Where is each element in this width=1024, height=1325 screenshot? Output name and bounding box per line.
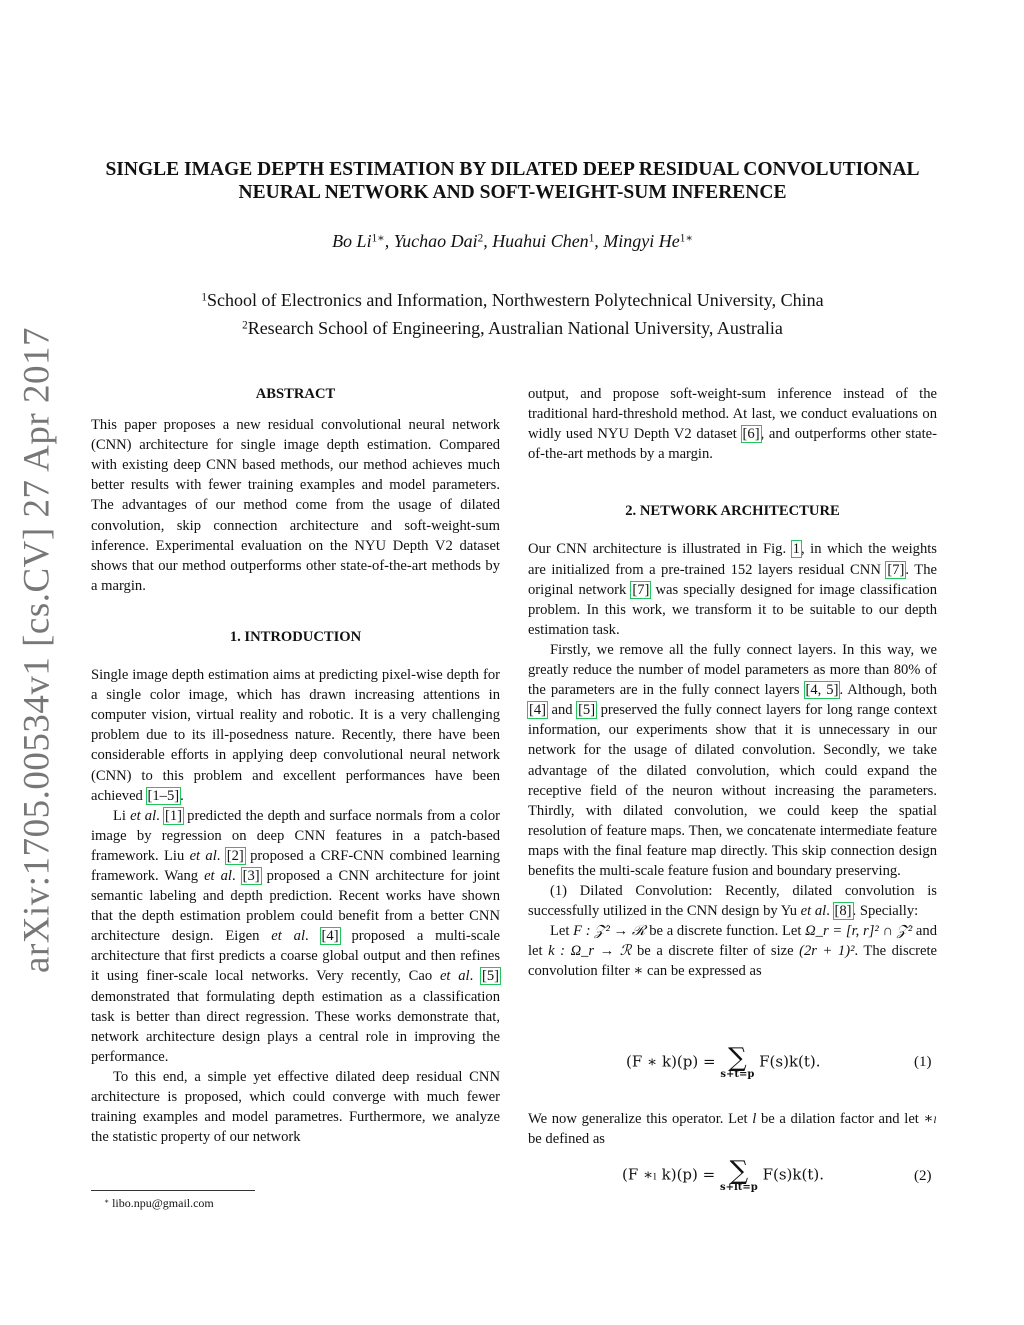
text-run: . The discrete convolution filter <box>528 943 938 980</box>
equation-1-number: (1) <box>914 1054 932 1070</box>
citation-link[interactable]: [4, 5] <box>805 682 839 699</box>
text-run: and <box>547 702 578 719</box>
citation-link[interactable]: [1] <box>164 807 183 824</box>
citation-link[interactable]: [7] <box>887 561 905 578</box>
author-sep: , <box>483 231 493 251</box>
equation-2-number: (2) <box>914 1168 932 1184</box>
intro-heading: 1. INTRODUCTION <box>229 628 362 645</box>
text-run: be defined as <box>528 1131 605 1148</box>
affiliation-2 <box>80 314 945 342</box>
et-al: et al <box>800 903 827 920</box>
affiliation-text: School of Electronics and Information, Northwestern Polytechnical University, China <box>206 290 824 310</box>
author-name: Huahui Chen <box>492 231 589 251</box>
text-run: proposed a CRF-CNN combined learning framework. Wang <box>91 847 500 884</box>
citation-link[interactable]: [1–5] <box>147 787 180 804</box>
text-run: preserved the fully connect layers for long range context information, our experiments show that it is unnecessary in our network for the usage of dilated convolution. Secondly, we take advantage of the dilated convolution, which could expand the receptive field of the neuron without increasing the parameters. Thirdly, with dilated convolution, we could keep the spatial resolution of feature maps. Then, we concatenate intermediate feature maps with the final feature map directly. This skip connection design benefits the multi-scale feature fusion and boundary preserving. <box>528 702 938 879</box>
math-inline: Ω_r = [r, r]² ∩ <box>805 923 894 940</box>
citation-link[interactable]: [4] <box>321 928 339 945</box>
section-2-heading: 2. NETWORK ARCHITECTURE <box>625 503 840 520</box>
author-sup: 1∗ <box>371 232 385 245</box>
summation <box>720 1158 758 1193</box>
title-line-2: NEURAL NETWORK AND SOFT-WEIGHT-SUM INFERENCE <box>238 182 787 203</box>
affiliation-sup: 1 <box>201 291 207 304</box>
title-line-1: SINGLE IMAGE DEPTH ESTIMATION BY DILATED DEEP RESIDUAL CONVOLUTIONAL <box>105 159 920 180</box>
text-run: , and outperforms other state-of-the-art methods by a margin. <box>528 426 937 463</box>
text-run: be a discrete function. Let <box>645 923 806 940</box>
equation-1 <box>626 1045 821 1080</box>
text-run: be a dilation factor and let <box>756 1111 924 1127</box>
author-name: Mingyi He <box>603 231 680 251</box>
text-run: and let <box>528 923 938 960</box>
sigma-icon: ∑ <box>728 1043 747 1073</box>
arxiv-stamp <box>12 327 62 973</box>
text-run: . <box>305 928 321 945</box>
citation-link[interactable]: [7] <box>632 581 650 598</box>
citation-link[interactable]: [5] <box>578 702 596 719</box>
citation-link[interactable]: [5] <box>481 968 499 985</box>
math-inline: l <box>752 1111 757 1127</box>
equation-lhs: (F ∗ k)(p) = <box>626 1052 716 1071</box>
citation-link[interactable]: [6] <box>742 426 760 443</box>
text-run: , in which the weights are initialized from a pre-trained 152 layers residual CNN <box>528 541 937 578</box>
abstract-heading: ABSTRACT <box>255 386 336 402</box>
author-sep: , <box>594 231 604 251</box>
text-run: Firstly, we remove all the fully connect layers. In this way, we greatly reduce the number of model parameters as more than 80% of the parameters are in the fully connect layers <box>528 641 937 699</box>
section-2-paragraph-5 <box>528 1109 937 1149</box>
equation-rhs: F(s)k(t). <box>759 1052 821 1071</box>
sigma-icon: ∑ <box>729 1156 749 1186</box>
left-column <box>91 384 500 1147</box>
text-run: . <box>156 807 164 824</box>
intro-paragraph-1 <box>91 665 500 806</box>
citation-link[interactable]: [8] <box>834 903 852 920</box>
text-run: . <box>216 847 226 864</box>
text-run: Let <box>550 923 574 940</box>
author-sep: , <box>384 231 394 251</box>
summation <box>720 1045 754 1080</box>
paper-title <box>80 158 945 204</box>
abstract-text: This paper proposes a new residual convolutional neural network (CNN) architecture for single image depth estimation. Compared with existing deep CNN based methods, our method achieves much better results with fewer training examples and model parameters. The advantages of our method come from the usage of dilated convolution, skip connection architecture and soft-weight-sum inference. Experimental evaluation on the NYU Depth V2 dataset shows that our method outperforms other state-of-the-art methods by a margin. <box>91 417 500 594</box>
text-run: was specially designed for image classification problem. In this work, we transform it to be suitable to our depth estimation task. <box>528 581 937 638</box>
footnote <box>104 1196 214 1211</box>
equation-rhs: F(s)k(t). <box>762 1165 824 1184</box>
et-al: et al <box>189 847 217 864</box>
text-run: Single image depth estimation aims at predicting pixel-wise depth for a single color image, which has drawn increasing attentions in computer vision, virtual reality and robotic. It is a very challenging problem due to its ill-posedness nature. Recently, there have been considerable efforts in applying deep convolutional neural network (CNN) to this problem and excellent performances have been achieved <box>91 667 500 804</box>
citation-link[interactable]: [2] <box>226 847 244 864</box>
text-run: be a discrete filter of size <box>631 943 800 960</box>
math-inline: (2r + 1)² <box>799 943 855 960</box>
et-al: et al <box>130 807 157 824</box>
text-run: proposed a multi-scale architecture that first predicts a coarse global output and then refines it using finer-scale local networks. Very recently, Cao <box>91 928 500 985</box>
section-2-paragraph-3 <box>528 881 937 921</box>
text-run: . Specially: <box>852 903 919 920</box>
text-run: (1) Dilated Convolution: Recently, dilated convolution is successfully utilized in the CNN design by Yu <box>528 883 937 920</box>
affiliations <box>80 286 945 342</box>
right-column <box>528 384 937 982</box>
author-sup: 1 <box>588 232 595 245</box>
citation-link[interactable]: [4] <box>529 702 547 719</box>
section-2-paragraph-2 <box>528 640 937 881</box>
author-sup: 2 <box>477 232 484 245</box>
text-run: . <box>826 903 834 920</box>
text-run: . <box>231 867 242 884</box>
intro-paragraph-2 <box>91 806 500 1067</box>
text-run: . <box>180 787 184 804</box>
right-paragraph-0 <box>528 384 937 464</box>
footnote-rule <box>91 1190 255 1191</box>
affiliation-text: Research School of Engineering, Australian National University, Australia <box>247 318 783 338</box>
figure-link[interactable]: 1 <box>792 541 800 558</box>
math-inline: ∗ <box>633 963 644 980</box>
math-inline: F : 𝒵² → ℛ <box>573 923 646 940</box>
equation-2 <box>622 1158 824 1193</box>
text-run: . <box>469 968 481 985</box>
author-list <box>80 231 945 252</box>
text-run: output, and propose soft-weight-sum inference instead of the traditional hard-threshold method. At last, we conduct evaluations on widly used NYU Depth V2 dataset <box>528 386 937 443</box>
author-sup: 1∗ <box>679 232 693 245</box>
arxiv-stamp-text: arXiv:1705.00534v1 [cs.CV] 27 Apr 2017 <box>16 327 58 973</box>
footnote-email[interactable]: libo.npu@gmail.com <box>112 1196 214 1210</box>
text-run: We now generalize this operator. Let <box>528 1111 753 1127</box>
et-al: et al <box>204 867 232 884</box>
text-run: predicted the depth and surface normals from a color image by regression on deep CNN features in a patch-based framework. Liu <box>91 807 500 864</box>
author-name: Yuchao Dai <box>393 231 478 251</box>
section-2-paragraph-4 <box>528 921 937 981</box>
citation-link[interactable]: [3] <box>242 867 260 884</box>
footnote-mark: ∗ <box>104 1196 110 1206</box>
summation-subscript: s+lt=p <box>720 1182 758 1193</box>
text-run: proposed a CNN architecture for joint semantic labeling and depth prediction. Recent works have shown that the depth estimation problem could benefit from a better CNN architecture design. Eigen <box>91 867 500 945</box>
math-inline: k : Ω_r → ℛ <box>548 943 632 960</box>
math-inline: ∗ₗ <box>923 1111 937 1127</box>
text-run: Li <box>113 807 131 824</box>
affiliation-sup: 2 <box>242 319 248 332</box>
et-al: et al <box>439 968 470 985</box>
text-run: Our CNN architecture is illustrated in Fig. <box>528 541 792 558</box>
text-run: . The original network <box>528 561 937 598</box>
summation-subscript: s+t=p <box>720 1069 755 1080</box>
text-run: can be expressed as <box>643 963 762 980</box>
text-run: . Although, both <box>839 682 937 699</box>
equation-lhs: (F ∗ₗ k)(p) = <box>622 1165 716 1184</box>
intro-paragraph-3: To this end, a simple yet effective dilated deep residual CNN architecture is proposed, which could converge with much fewer training examples and model parametres. Furthermore, we analyze the statistic property of our network <box>91 1068 500 1146</box>
et-al: et al <box>271 928 306 945</box>
text-run: demonstrated that formulating depth estimation as a classification task is better than direct regression. These works demonstrate that, network architecture design plays a central role in improving the performance. <box>91 988 500 1065</box>
math-inline: 𝒵² <box>896 923 913 940</box>
author-name: Bo Li <box>332 231 372 251</box>
section-2-paragraph-1 <box>528 539 937 639</box>
affiliation-1 <box>80 286 945 314</box>
